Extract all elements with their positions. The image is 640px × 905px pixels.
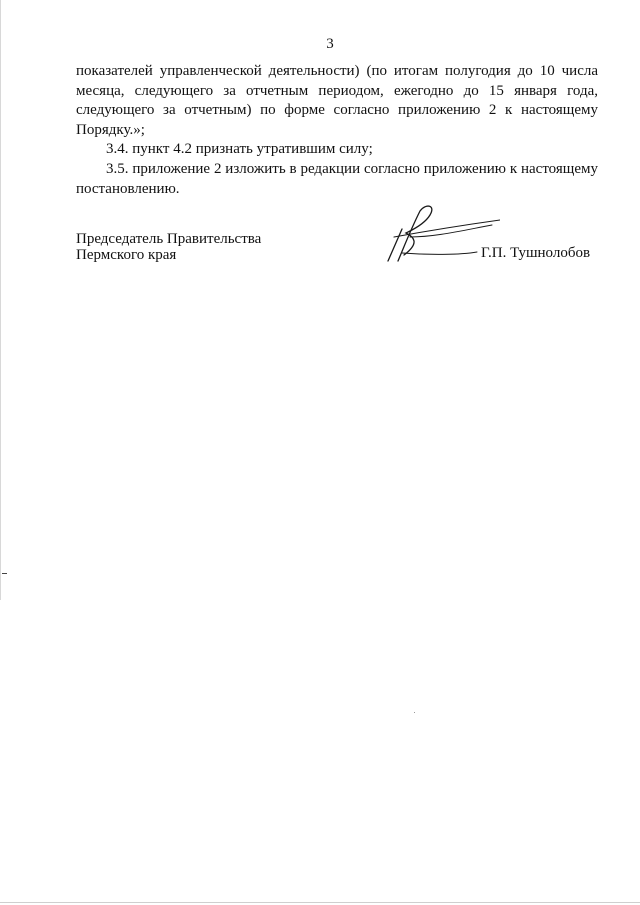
scan-left-edge [0, 0, 1, 600]
scan-speck [414, 712, 415, 713]
scan-bottom-edge [0, 902, 640, 903]
paragraph-3-4: 3.4. пункт 4.2 признать утратившим силу; [106, 141, 373, 158]
paragraph-3-5: 3.5. приложение 2 изложить в редакции согласно приложению к настоящему постановлению. [76, 160, 598, 197]
body-text [76, 62, 598, 199]
signatory-position [76, 231, 261, 263]
paragraph-continuation: показателей управленческой деятельности) (по итогам полугодия до 10 числа месяца, следующего за отчетным периодом, ежегодно до 15 января года, следующего за отчетным) по форме согласно приложению 2 к настоящему Порядку.»; [76, 63, 598, 138]
signatory-name: Г.П. Тушнолобов [481, 245, 591, 261]
scan-edge-mark [2, 573, 7, 574]
signatory-position-line-1: Председатель Правительства [76, 231, 262, 247]
signatory-position-line-2: Пермского края [76, 247, 177, 263]
page-number: 3 [326, 36, 334, 52]
